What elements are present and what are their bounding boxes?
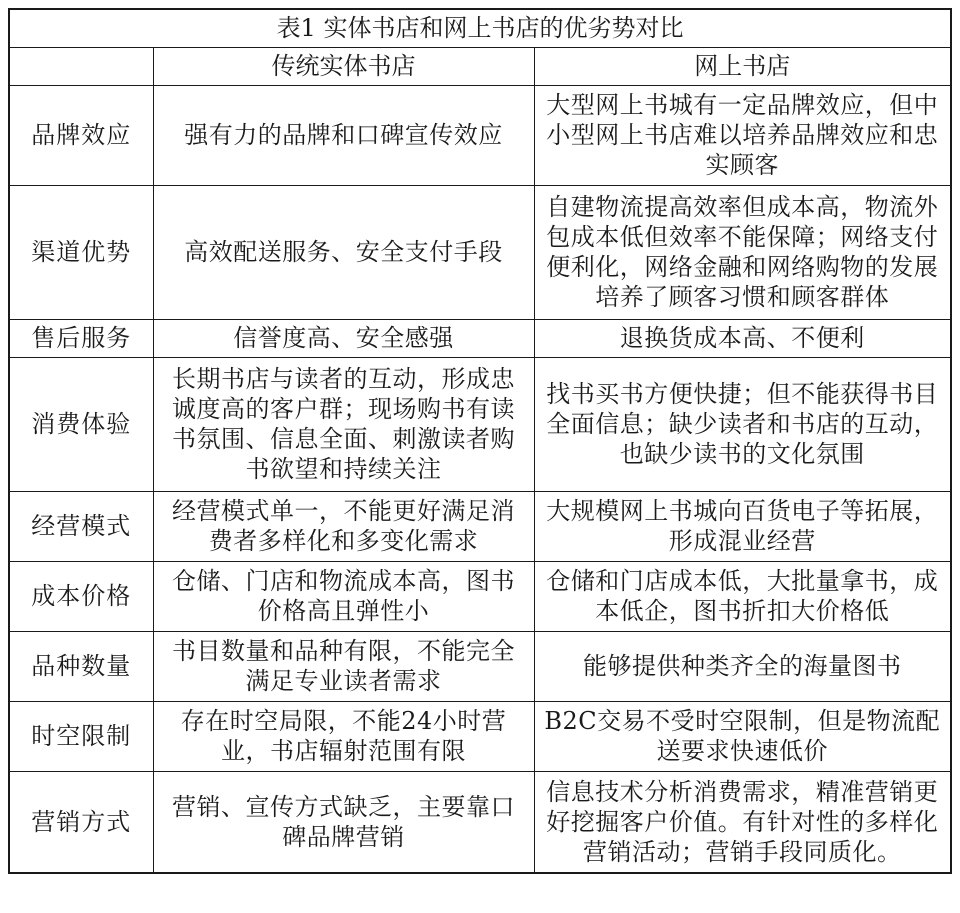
row-label: 经营模式 (9, 491, 153, 561)
online-cell: 能够提供种类齐全的海量图书 (534, 631, 951, 701)
table-row (9, 185, 951, 319)
physical-cell: 长期书店与读者的互动，形成忠诚度高的客户群；现场购书有读书氛围、信息全面、刺激读者购书欲望和持续关注 (153, 357, 534, 491)
physical-cell: 高效配送服务、安全支付手段 (153, 185, 534, 319)
row-label: 成本价格 (9, 561, 153, 631)
row-label: 售后服务 (9, 319, 153, 357)
physical-cell: 信誉度高、安全感强 (153, 319, 534, 357)
row-label: 营销方式 (9, 771, 153, 873)
online-cell: 找书买书方便快捷；但不能获得书目全面信息；缺少读者和书店的互动，也缺少读书的文化氛围 (534, 357, 951, 491)
online-cell: B2C交易不受时空限制，但是物流配送要求快速低价 (534, 701, 951, 771)
physical-cell: 书目数量和品种有限，不能完全满足专业读者需求 (153, 631, 534, 701)
table-row (9, 631, 951, 701)
row-label: 时空限制 (9, 701, 153, 771)
physical-cell: 仓储、门店和物流成本高，图书价格高且弹性小 (153, 561, 534, 631)
header-row (9, 47, 951, 85)
row-label: 品牌效应 (9, 85, 153, 185)
row-label: 品种数量 (9, 631, 153, 701)
table-row (9, 491, 951, 561)
header-physical-store: 传统实体书店 (153, 47, 534, 85)
table-row (9, 701, 951, 771)
header-empty-cell (9, 47, 153, 85)
document (8, 8, 950, 874)
physical-cell: 经营模式单一，不能更好满足消费者多样化和多变化需求 (153, 491, 534, 561)
header-online-store: 网上书店 (534, 47, 951, 85)
physical-cell: 营销、宣传方式缺乏，主要靠口碑品牌营销 (153, 771, 534, 873)
caption-row (9, 9, 951, 47)
online-cell: 大型网上书城有一定品牌效应，但中小型网上书店难以培养品牌效应和忠实顾客 (534, 85, 951, 185)
online-cell: 大规模网上书城向百货电子等拓展，形成混业经营 (534, 491, 951, 561)
table-row (9, 771, 951, 873)
comparison-table (8, 8, 952, 874)
online-cell: 信息技术分析消费需求，精准营销更好挖掘客户价值。有针对性的多样化营销活动；营销手段同质化。 (534, 771, 951, 873)
physical-cell: 强有力的品牌和口碑宣传效应 (153, 85, 534, 185)
physical-cell: 存在时空局限，不能24小时营业，书店辐射范围有限 (153, 701, 534, 771)
table-row (9, 85, 951, 185)
row-label: 渠道优势 (9, 185, 153, 319)
row-label: 消费体验 (9, 357, 153, 491)
online-cell: 退换货成本高、不便利 (534, 319, 951, 357)
table-row (9, 319, 951, 357)
table-row (9, 561, 951, 631)
table-caption: 表1 实体书店和网上书店的优劣势对比 (9, 9, 951, 47)
online-cell: 仓储和门店成本低，大批量拿书，成本低企，图书折扣大价格低 (534, 561, 951, 631)
online-cell: 自建物流提高效率但成本高，物流外包成本低但效率不能保障；网络支付便利化，网络金融和网络购物的发展培养了顾客习惯和顾客群体 (534, 185, 951, 319)
table-row (9, 357, 951, 491)
